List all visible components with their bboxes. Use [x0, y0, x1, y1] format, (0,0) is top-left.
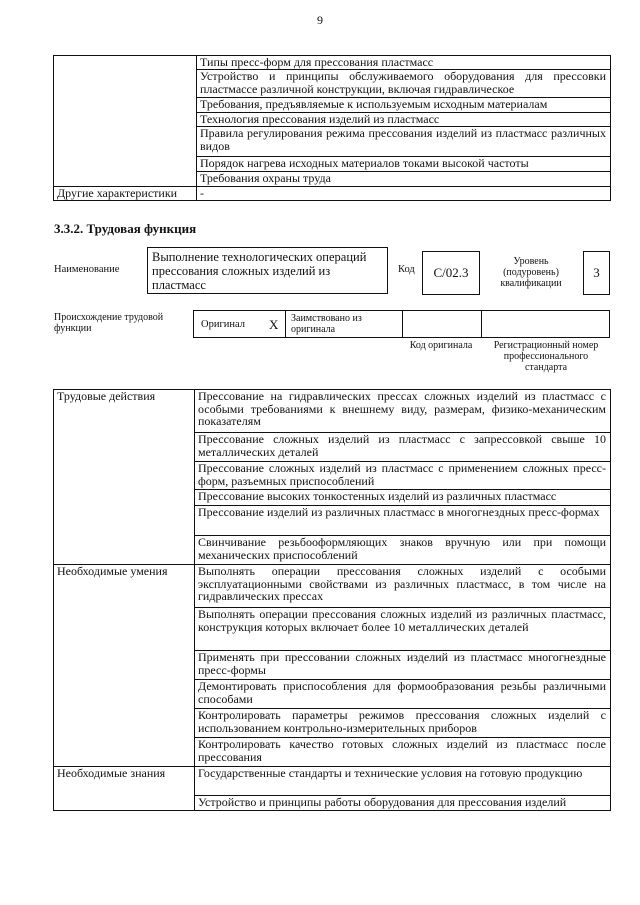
code-label: Код [398, 264, 415, 275]
reg-number-box [481, 310, 610, 338]
reg-caption: Регистрационный номер профессионального стандарта [493, 340, 599, 373]
level-label: Уровень (подуровень) квалификации [500, 256, 562, 289]
table-row: Типы пресс-форм для прессования пластмасс [197, 56, 611, 70]
original-label: Оригинал [201, 319, 245, 330]
labor-function-table [53, 389, 611, 811]
table-row: Правила регулирования режима прессования изделий из пластмасс различных видов [197, 127, 611, 157]
table-row: Свинчивание резьбооформляющих знаков вручную или при помощи механических приспособлений [195, 536, 611, 565]
table-row: Прессование высоких тонкостенных изделий из различных пластмасс [195, 490, 611, 506]
borrowed-box [285, 310, 403, 338]
original-box [193, 310, 286, 338]
table-row: Требования охраны труда [197, 172, 611, 187]
table-row: Требования, предъявляемые к используемым исходным материалам [197, 98, 611, 113]
table-row: Прессование сложных изделий из пластмасс с запрессовкой свыше 10 металлических деталей [195, 433, 611, 462]
empty-label-cell [54, 56, 197, 187]
code-value: C/02.3 [422, 251, 480, 295]
original-mark: X [269, 317, 279, 332]
table-row: Технология прессования изделий из пластмасс [197, 113, 611, 127]
origin-code-box [402, 310, 482, 338]
section-label-knowledge: Необходимые знания [54, 767, 195, 811]
section-label-actions: Трудовые действия [54, 390, 195, 565]
other-characteristics-label: Другие характеристики [54, 187, 197, 201]
table-row: Выполнять операции прессования сложных изделий с особыми эксплуатационными свойствами из различных пластмасс, в том числе на гидравлических прессах [195, 565, 611, 608]
table-row: Выполнять операции прессования сложных изделий из различных пластмасс, конструкция которых включает более 10 металлических деталей [195, 608, 611, 651]
table-row: Демонтировать приспособления для формообразования резьбы различными способами [195, 680, 611, 709]
table-row: Контролировать параметры режимов прессования сложных изделий с использованием контрольно-измерительных приборов [195, 709, 611, 738]
table-row: Устройство и принципы обслуживаемого оборудования для прессовки пластмассе различной конструкции, включая гидравлическое [197, 70, 611, 98]
table-row: Прессование изделий из различных пластмасс в многогнездных пресс-формах [195, 506, 611, 536]
table-row: Прессование сложных изделий из пластмасс с применением сложных пресс-форм, разъемных приспособлений [195, 462, 611, 490]
borrowed-label: Заимствовано из оригинала [291, 313, 362, 335]
other-characteristics-value: - [197, 187, 611, 201]
level-value: 3 [583, 251, 610, 295]
origin-label: Происхождение трудовой функции [54, 312, 164, 334]
section-label-skills: Необходимые умения [54, 565, 195, 767]
table-row: Порядок нагрева исходных материалов токами высокой частоты [197, 157, 611, 172]
page-number: 9 [317, 13, 323, 27]
top-knowledge-table [53, 55, 611, 201]
table-row: Контролировать качество готовых сложных изделий из пластмасс после прессования [195, 738, 611, 767]
table-row: Государственные стандарты и технические условия на готовую продукцию [195, 767, 611, 796]
function-name-value: Выполнение технологических операций прессования сложных изделий из пластмасс [147, 247, 388, 294]
table-row: Устройство и принципы работы оборудования для прессования изделий [195, 796, 611, 811]
code-caption: Код оригинала [409, 340, 473, 351]
name-label: Наименование [54, 264, 120, 275]
section-heading: 3.3.2. Трудовая функция [54, 221, 197, 236]
table-row: Применять при прессовании сложных изделий из пластмасс многогнездные пресс-формы [195, 651, 611, 680]
table-row: Прессование на гидравлических прессах сложных изделий из пластмасс с особыми требованиями к внешнему виду, размерам, физико-механическим показателям [195, 390, 611, 433]
